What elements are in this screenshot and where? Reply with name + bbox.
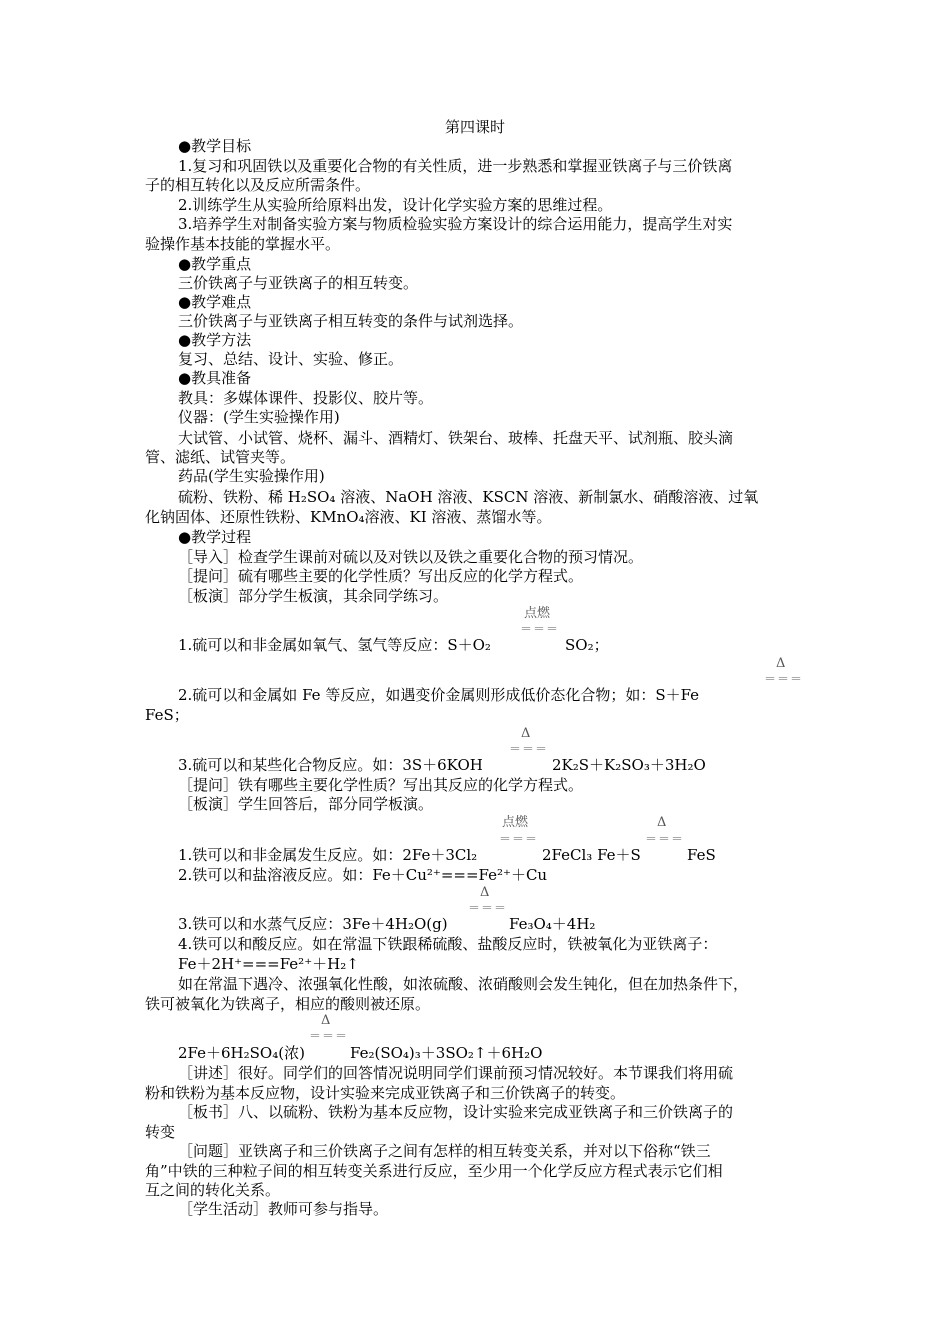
- condition-heat: Δ: [776, 656, 786, 671]
- iron-reaction-1-product: 2FeCl₃ Fe＋S: [542, 846, 641, 864]
- method-heading: ●教学方法: [178, 331, 252, 349]
- condition-heat: Δ: [321, 1013, 331, 1028]
- difficulty-heading: ●教学难点: [178, 293, 252, 311]
- drugs-label: 药品(学生实验操作用): [178, 467, 325, 485]
- iron-reaction-1-product-2: FeS: [687, 846, 716, 864]
- condition-ignite: 点燃: [502, 815, 529, 830]
- board-writing-line-2: 转变: [145, 1123, 176, 1141]
- drugs-line-1: 硫粉、铁粉、稀 H₂SO₄ 溶液、NaOH 溶液、KSCN 溶液、新制氯水、硝酸溶液、过氧: [178, 488, 759, 506]
- board-writing-line-1: ［板书］八、以硫粉、铁粉为基本反应物，设计实验来完成亚铁离子和三价铁离子的: [178, 1103, 734, 1121]
- condition-ignite: 点燃: [524, 606, 551, 621]
- sulfur-reaction-1-product: SO₂；: [565, 636, 609, 654]
- goal-1-line-2: 子的相互转化以及反应所需条件。: [145, 176, 371, 194]
- board-2: ［板演］学生回答后，部分同学板演。: [178, 795, 434, 813]
- iron-reaction-4-equation: Fe＋2H⁺===Fe²⁺＋H₂↑: [178, 955, 359, 973]
- board-1: ［板演］部分学生板演，其余同学练习。: [178, 587, 449, 605]
- problem-line-2: 角”中铁的三种粒子间的相互转变关系进行反应，至少用一个化学反应方程式表示它们相: [145, 1162, 723, 1180]
- sulfur-reaction-2-product: FeS；: [145, 706, 189, 724]
- question-1: ［提问］硫有哪些主要的化学性质？写出反应的化学方程式。: [178, 567, 584, 585]
- iron-reaction-4-line-1: 4.铁可以和酸反应。如在常温下铁跟稀硫酸、盐酸反应时，铁被氧化为亚铁离子：: [178, 935, 718, 953]
- page-title: 第四课时: [444, 118, 505, 136]
- iron-reaction-3: 3.铁可以和水蒸气反应：3Fe＋4H₂O(g): [178, 915, 448, 933]
- problem-line-3: 互之间的转化关系。: [145, 1181, 281, 1199]
- talk-line-1: ［讲述］很好。同学们的回答情况说明同学们课前预习情况较好。本节课我们将用硫: [178, 1064, 734, 1082]
- instruments-line-1: 大试管、小试管、烧杯、漏斗、酒精灯、铁架台、玻棒、托盘天平、试剂瓶、胶头滴: [178, 429, 734, 447]
- problem-line-1: ［问题］亚铁离子和三价铁离子之间有怎样的相互转变关系，并对以下俗称“铁三: [178, 1142, 711, 1160]
- instruments-line-2: 管、滤纸、试管夹等。: [145, 448, 296, 466]
- student-activity: ［学生活动］教师可参与指导。: [178, 1200, 389, 1218]
- question-2: ［提问］铁有哪些主要化学性质？写出其反应的化学方程式。: [178, 776, 584, 794]
- equals-sign: ＝＝＝: [509, 742, 549, 756]
- condition-heat: Δ: [521, 726, 531, 741]
- drugs-line-2: 化钠固体、还原性铁粉、KMnO₄溶液、KI 溶液、蒸馏水等。: [145, 508, 552, 526]
- equals-sign: ＝＝＝: [499, 832, 539, 846]
- talk-line-2: 粉和铁粉为基本反应物，设计实验来完成亚铁离子和三价铁离子的转变。: [145, 1084, 626, 1102]
- sulfur-reaction-2: 2.硫可以和金属如 Fe 等反应，如遇变价金属则形成低价态化合物；如：S＋Fe: [178, 686, 700, 704]
- iron-reaction-4-line-3: 铁可被氧化为铁离子，相应的酸则被还原。: [145, 995, 431, 1013]
- sulfur-reaction-3: 3.硫可以和某些化合物反应。如：3S＋6KOH: [178, 756, 483, 774]
- key-text: 三价铁离子与亚铁离子的相互转变。: [178, 274, 419, 292]
- equals-sign: ＝＝＝: [309, 1029, 349, 1043]
- iron-reaction-1: 1.铁可以和非金属发生反应。如：2Fe＋3Cl₂: [178, 846, 478, 864]
- sulfur-reaction-1: 1.硫可以和非金属如氧气、氢气等反应：S＋O₂: [178, 636, 491, 654]
- equals-sign: ＝＝＝: [764, 672, 804, 686]
- equals-sign: ＝＝＝: [468, 901, 508, 915]
- goal-3-line-1: 3.培养学生对制备实验方案与物质检验实验方案设计的综合运用能力，提高学生对实: [178, 215, 733, 233]
- condition-heat: Δ: [657, 815, 667, 830]
- iron-acid-equation-product: Fe₂(SO₄)₃＋3SO₂↑＋6H₂O: [350, 1044, 543, 1062]
- goals-heading: ●教学目标: [178, 137, 252, 155]
- tools-text: 教具：多媒体课件、投影仪、胶片等。: [178, 389, 434, 407]
- equals-sign: ＝＝＝: [520, 622, 560, 636]
- method-text: 复习、总结、设计、实验、修正。: [178, 350, 404, 368]
- goal-2: 2.训练学生从实验所给原料出发，设计化学实验方案的思维过程。: [178, 196, 613, 214]
- iron-acid-equation: 2Fe＋6H₂SO₄(浓): [178, 1044, 305, 1062]
- goal-1-line-1: 1.复习和巩固铁以及重要化合物的有关性质，进一步熟悉和掌握亚铁离子与三价铁离: [178, 157, 733, 175]
- difficulty-text: 三价铁离子与亚铁离子相互转变的条件与试剂选择。: [178, 312, 524, 330]
- goal-3-line-2: 验操作基本技能的掌握水平。: [145, 235, 341, 253]
- process-heading: ●教学过程: [178, 528, 252, 546]
- iron-reaction-2: 2.铁可以和盐溶液反应。如：Fe＋Cu²⁺===Fe²⁺＋Cu: [178, 866, 548, 884]
- intro-text: ［导入］检查学生课前对硫以及对铁以及铁之重要化合物的预习情况。: [178, 548, 644, 566]
- tools-heading: ●教具准备: [178, 369, 252, 387]
- condition-heat: Δ: [480, 885, 490, 900]
- iron-reaction-4-line-2: 如在常温下遇冷、浓强氧化性酸，如浓硫酸、浓硝酸则会发生钝化，但在加热条件下，: [178, 975, 749, 993]
- sulfur-reaction-3-product: 2K₂S＋K₂SO₃＋3H₂O: [552, 756, 706, 774]
- equals-sign: ＝＝＝: [645, 832, 685, 846]
- instruments-label: 仪器：(学生实验操作用): [178, 408, 340, 426]
- iron-reaction-3-product: Fe₃O₄＋4H₂: [509, 915, 596, 933]
- key-heading: ●教学重点: [178, 255, 252, 273]
